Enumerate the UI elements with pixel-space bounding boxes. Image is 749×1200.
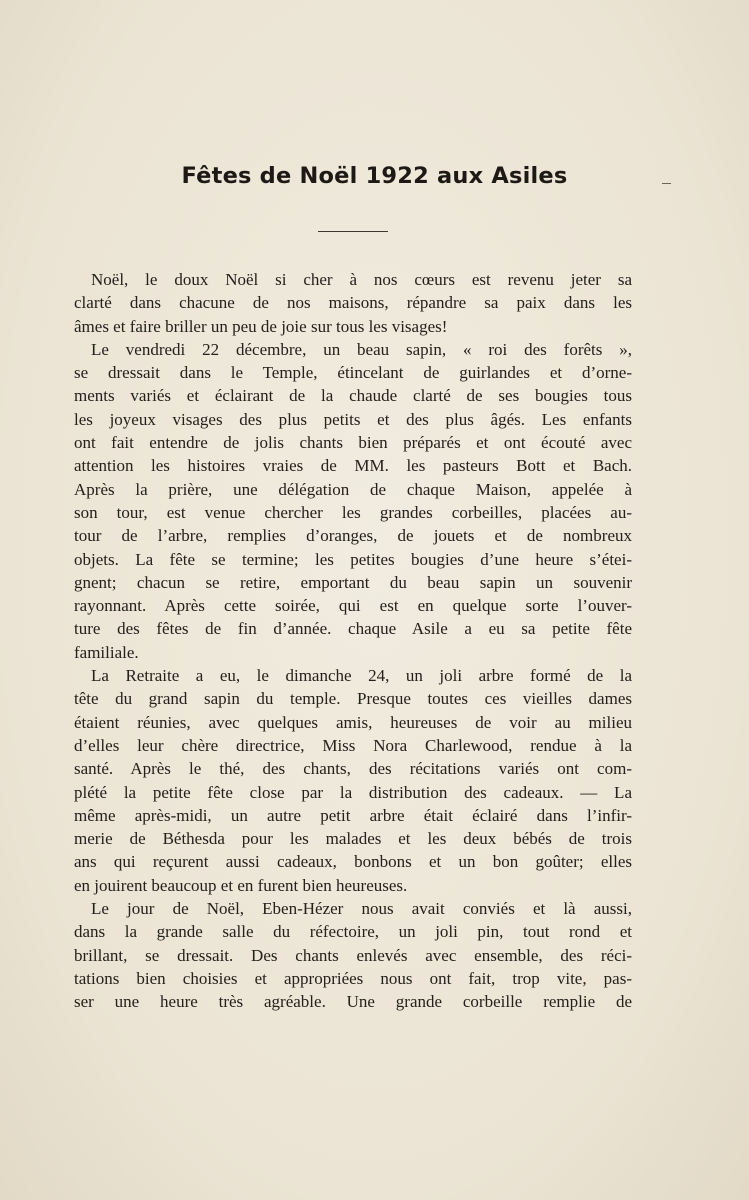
text-line: ont fait entendre de jolis chants bien préparés et ont écouté avec: [74, 433, 632, 453]
title-rule: [318, 231, 388, 232]
text-line: merie de Béthesda pour les malades et les deux bébés de trois: [74, 829, 632, 849]
text-line: son tour, est venue chercher les grandes corbeilles, placées au-: [74, 502, 632, 522]
page-title: Fêtes de Noël 1922 aux Asiles: [181, 163, 568, 189]
text-line: même après-midi, un autre petit arbre était éclairé dans l’infir-: [74, 805, 632, 825]
text-line: ser une heure très agréable. Une grande corbeille remplie de: [74, 992, 632, 1012]
text-line: âmes et faire briller un peu de joie sur tous les visages!: [74, 316, 448, 336]
text-line: attention les histoires vraies de MM. les pasteurs Bott et Bach.: [74, 456, 632, 476]
text-line: dans la grande salle du réfectoire, un joli pin, tout rond et: [74, 922, 632, 942]
text-line: plété la petite fête close par la distribution des cadeaux. — La: [74, 782, 632, 802]
text-line: brillant, se dressait. Des chants enlevés avec ensemble, des réci-: [74, 945, 632, 965]
text-line: tour de l’arbre, remplies d’oranges, de jouets et de nombreux: [74, 526, 632, 546]
text-line: Après la prière, une délégation de chaque Maison, appelée à: [74, 479, 632, 499]
text-line: d’elles leur chère directrice, Miss Nora Charlewood, rendue à la: [74, 735, 632, 755]
text-line: Noël, le doux Noël si cher à nos cœurs est revenu jeter sa: [91, 270, 632, 289]
text-line: objets. La fête se termine; les petites bougies d’une heure s’étei-: [74, 549, 632, 569]
text-line: familiale.: [74, 642, 139, 662]
text-line: en jouirent beaucoup et en furent bien heureuses.: [74, 875, 408, 895]
text-line: les joyeux visages des plus petits et des plus âgés. Les enfants: [74, 409, 632, 429]
text-line: Le jour de Noël, Eben-Hézer nous avait conviés et là aussi,: [91, 899, 632, 919]
text-line: tête du grand sapin du temple. Presque toutes ces vieilles dames: [74, 689, 632, 709]
text-line: La Retraite a eu, le dimanche 24, un joli arbre formé de la: [91, 666, 632, 686]
text-line: santé. Après le thé, des chants, des récitations variés ont com-: [74, 759, 632, 779]
text-line: gnent; chacun se retire, emportant du beau sapin un souvenir: [74, 572, 632, 592]
article-body: [74, 268, 632, 1014]
text-line: clarté dans chacune de nos maisons, répandre sa paix dans les: [74, 293, 632, 313]
text-line: étaient réunies, avec quelques amis, heureuses de voir au milieu: [74, 712, 632, 732]
text-line: Le vendredi 22 décembre, un beau sapin, « roi des forêts »,: [91, 339, 632, 359]
text-line: ments variés et éclairant de la chaude clarté de ses bougies tous: [74, 386, 632, 406]
text-line: rayonnant. Après cette soirée, qui est en quelque sorte l’ouver-: [74, 596, 632, 616]
text-line: ture des fêtes de fin d’année. chaque Asile a eu sa petite fête: [74, 619, 632, 639]
text-line: se dressait dans le Temple, étincelant de guirlandes et d’orne-: [74, 363, 632, 383]
text-line: tations bien choisies et appropriées nous ont fait, trop vite, pas-: [74, 968, 632, 988]
margin-dash: [662, 183, 671, 184]
text-line: ans qui reçurent aussi cadeaux, bonbons et un bon goûter; elles: [74, 852, 632, 872]
